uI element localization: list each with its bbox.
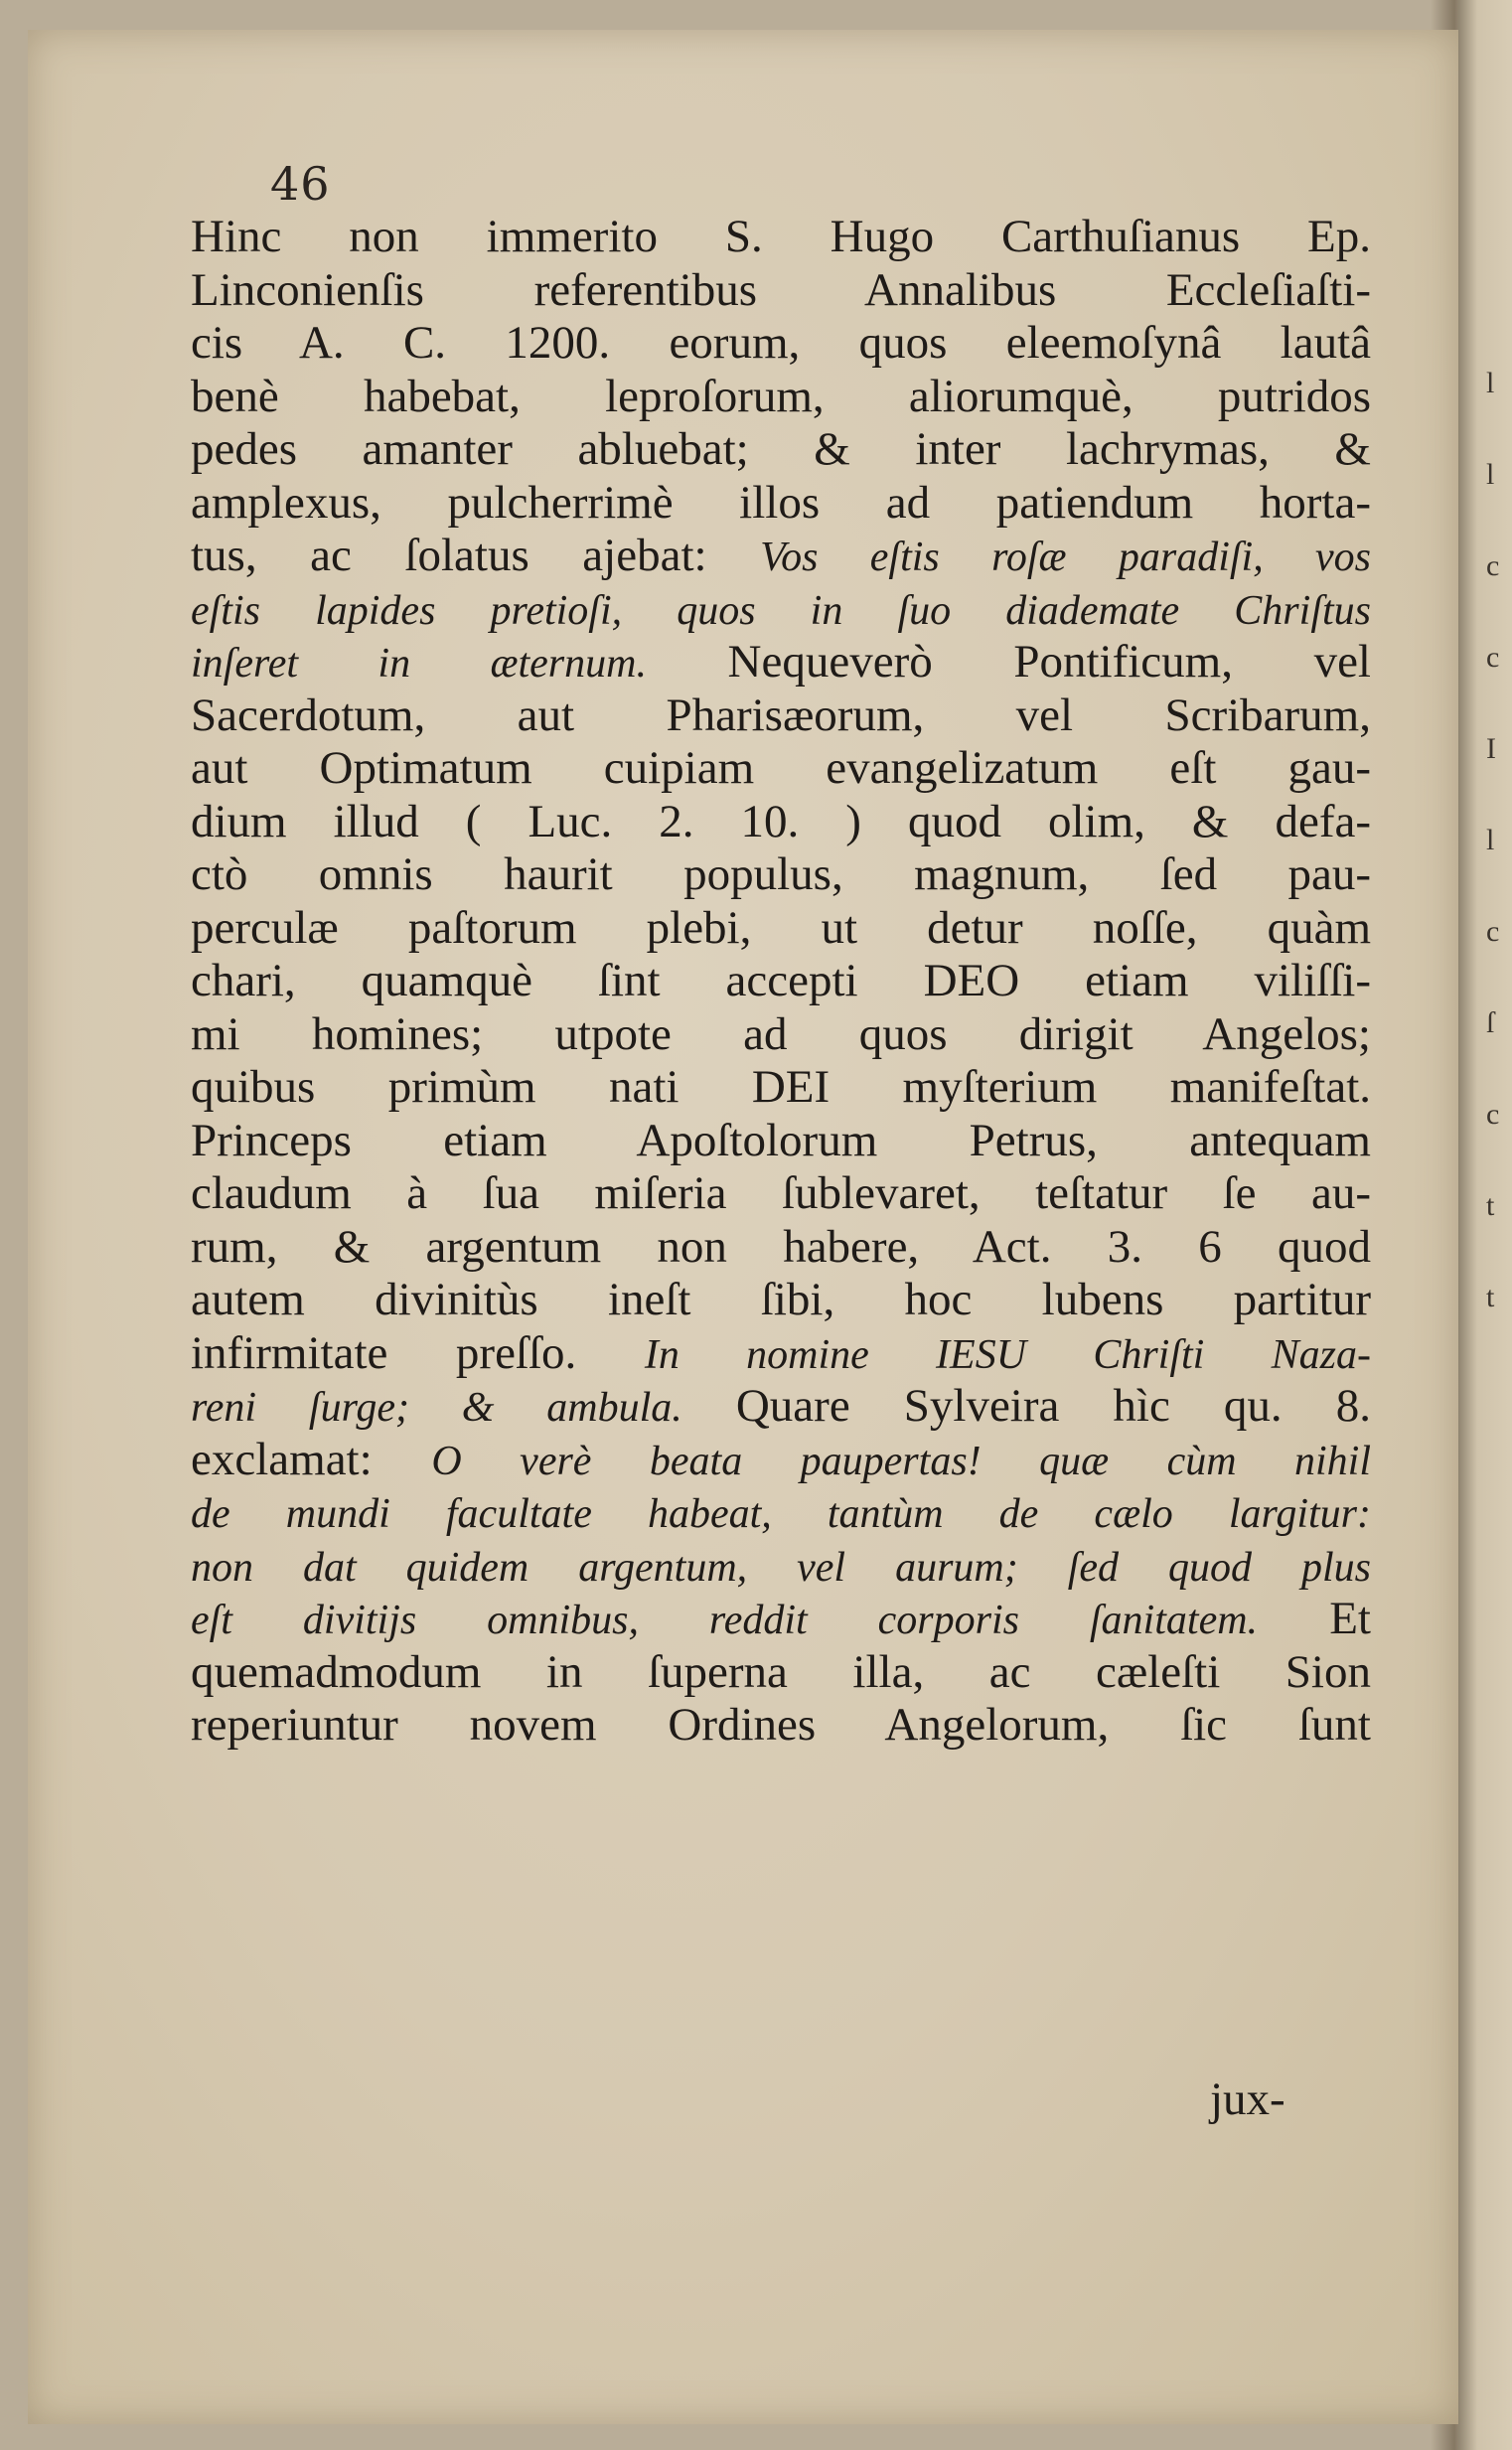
text-segment: autem divinitùs ineſt ſibi, hoc lubens partitur [191,1274,1371,1325]
text-segment: benè habebat, leproſorum, aliorumquè, putridos [191,370,1371,422]
text-line [191,1008,1371,1062]
italic-text: In nomine IESU Chriſti Naza- [644,1331,1371,1378]
italic-text: inſeret in æternum. [191,641,647,687]
text-line [191,583,1371,637]
text-segment: amplexus, pulcherrimè illos ad patiendum horta- [191,476,1371,529]
text-segment: cis A. C. 1200. eorum, quos eleemoſynâ lautâ [191,317,1371,369]
edge-letter: I [1486,732,1496,765]
text-segment: mi homines; utpote ad quos dirigit Angelos; [191,1007,1371,1060]
edge-letter: c [1486,915,1500,948]
text-line [191,1486,1371,1540]
text-line [191,317,1371,371]
text-line [191,1699,1371,1753]
text-line [191,1327,1371,1381]
text-line [191,264,1371,318]
text-segment: tus, ac ſolatus ajebat: [191,530,761,581]
italic-text: de mundi facultate habeat, tantùm de cælo largitur: [191,1491,1371,1537]
text-line [191,477,1371,531]
text-line [191,955,1371,1008]
text-segment: chari, quamquè ſint accepti DEO etiam viliſſi- [191,955,1371,1006]
italic-text: Vos eſtis roſæ paradiſi, vos [760,535,1371,580]
text-line [191,1593,1371,1646]
text-segment: Quare Sylveira hìc qu. 8. [681,1380,1371,1432]
text-line [191,1380,1371,1434]
text-segment: exclamat: [191,1433,432,1485]
text-line [191,530,1371,583]
text-line [191,1646,1371,1700]
page-number: 46 [270,157,331,211]
text-segment: Sacerdotum, aut Pharisæorum, vel Scribarum, [191,689,1371,741]
text-line [191,1167,1371,1221]
text-line [191,1115,1371,1168]
italic-text: eſt divitijs omnibus, reddit corporis ſanitatem. [191,1598,1259,1643]
italic-text: non dat quidem argentum, vel aurum; ſed quod plus [191,1544,1371,1591]
edge-letter: l [1486,458,1495,491]
text-segment: claudum à ſua miſeria ſublevaret, teſtatur ſe au- [191,1167,1371,1219]
text-line [191,1540,1371,1594]
edge-letter: c [1486,549,1500,582]
text-segment: Et [1258,1593,1371,1644]
text-segment: Linconienſis referentibus Annalibus Eccleſiaſti- [191,263,1371,316]
text-line [191,902,1371,956]
text-line [191,796,1371,849]
text-line [191,211,1371,264]
edge-letter: c [1486,1098,1500,1131]
text-segment: Princeps etiam Apoſtolorum Petrus, antequam [191,1114,1371,1166]
italic-text: O verè beata paupertas! quæ cùm nihil [431,1438,1371,1484]
text-segment: quemadmodum in ſuperna illa, ac cæleſti Sion [191,1645,1371,1698]
text-segment: aut Optimatum cuipiam evangelizatum eſt gau- [191,742,1371,794]
body-text [191,211,1371,1753]
text-line [191,636,1371,689]
text-segment: reperiuntur novem Ordines Angelorum, ſic ſunt [191,1699,1371,1751]
text-segment: perculæ paſtorum plebi, ut detur noſſe, quàm [191,901,1371,954]
facing-page-letters [1486,338,1512,1343]
italic-text: reni ſurge; & ambula. [191,1385,682,1431]
text-segment: Nequeverò Pontificum, vel [646,636,1371,688]
text-line [191,1434,1371,1487]
italic-text: eſtis lapides pretioſi, quos in ſuo diademate Chriſtus [191,587,1371,634]
text-line [191,423,1371,477]
text-line [191,689,1371,743]
text-line [191,371,1371,424]
edge-letter: l [1486,367,1495,399]
edge-letter: l [1486,824,1495,856]
text-line [191,1061,1371,1115]
text-segment: ctò omnis haurit populus, magnum, ſed pau- [191,848,1371,900]
text-segment: quibus primùm nati DEI myſterium manifeſtat. [191,1061,1371,1113]
text-segment: Hinc non immerito S. Hugo Carthuſianus Ep. [191,211,1371,262]
text-line [191,1221,1371,1275]
text-line [191,1274,1371,1327]
edge-letter: t [1486,1281,1495,1313]
catchword: jux- [1210,2073,1285,2125]
text-segment: infirmitate preſſo. [191,1326,645,1379]
text-segment: dium illud ( Luc. 2. 10. ) quod olim, & defa- [191,795,1371,847]
edge-letter: ſ [1486,1006,1495,1039]
text-line [191,742,1371,796]
text-line [191,848,1371,902]
edge-letter: c [1486,641,1500,674]
text-segment: rum, & argentum non habere, Act. 3. 6 quod [191,1220,1371,1273]
text-segment: pedes amanter abluebat; & inter lachrymas, & [191,423,1371,475]
edge-letter: t [1486,1189,1495,1222]
